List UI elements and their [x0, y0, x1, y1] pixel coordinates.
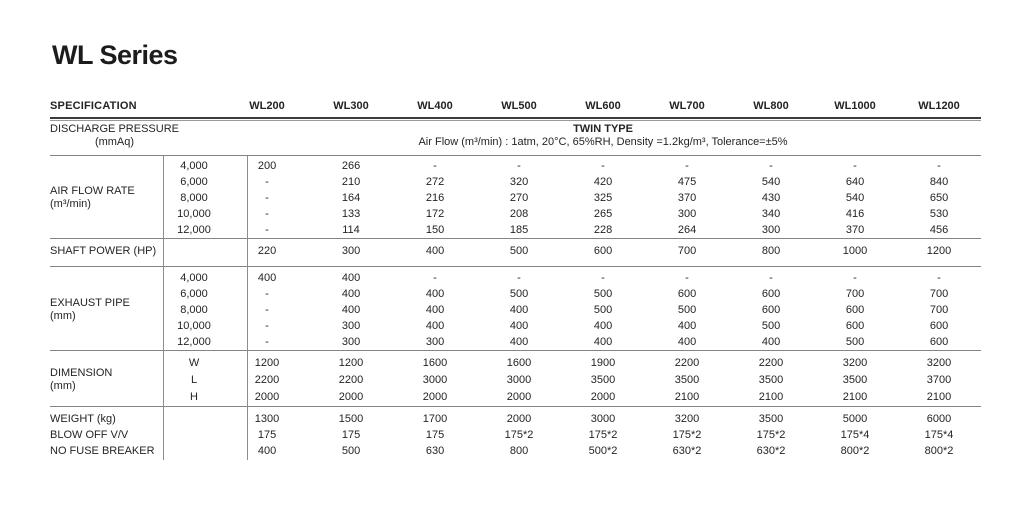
value-cell: 2000 [422, 390, 448, 403]
value-cell: 220 [257, 245, 277, 258]
pressure-note-body [50, 117, 981, 155]
value-cell: 500 [509, 245, 529, 258]
value-cell: 650 [929, 191, 949, 204]
value-cell: 200 [257, 160, 277, 173]
value-cell: 150 [425, 223, 445, 236]
value-cell: 300 [341, 319, 361, 332]
row-sub-label: 12,000 [177, 223, 211, 236]
row-sub-label: 8,000 [180, 303, 208, 316]
table-row [50, 222, 981, 238]
row-sub-label: 8,000 [180, 191, 208, 204]
value-cell: 400 [425, 245, 445, 258]
value-cell: 114 [342, 223, 360, 236]
value-cell: 630*2 [756, 445, 786, 458]
section-exhaust-pipe [50, 266, 981, 350]
value-cell: 600 [845, 319, 865, 332]
value-cell: 1200 [254, 356, 280, 369]
value-cell: 175 [257, 429, 277, 442]
table-row [50, 206, 981, 222]
value-cell: 2100 [842, 390, 868, 403]
value-cell: 630*2 [672, 445, 702, 458]
value-cell: 400 [677, 319, 697, 332]
value-cell: 530 [929, 207, 949, 220]
value-cell: 133 [341, 207, 361, 220]
value-cell: 266 [341, 160, 361, 173]
section-label-cell [50, 159, 163, 238]
table-row [50, 334, 981, 350]
value-cell: - [265, 191, 269, 204]
section-label: AIR FLOW RATE [50, 185, 135, 198]
row-sub-label: 12,000 [177, 335, 211, 348]
row-label: WEIGHT (kg) [50, 413, 116, 426]
value-cell: 1200 [338, 356, 364, 369]
value-cell: 3200 [842, 356, 868, 369]
value-cell: 400 [593, 319, 613, 332]
value-cell: 175*2 [756, 429, 786, 442]
value-cell: 325 [593, 191, 613, 204]
section-label-cell [50, 355, 163, 406]
row-sub-label: H [190, 390, 198, 403]
section-shaft-power [50, 238, 981, 266]
header-row [50, 96, 981, 117]
value-cell: 175*4 [840, 429, 870, 442]
value-cell: 2200 [674, 356, 700, 369]
value-cell: 3500 [758, 373, 784, 386]
value-cell: - [685, 272, 689, 285]
section-unit: (mm) [50, 380, 76, 393]
page-title: WL Series [52, 40, 178, 70]
row-sub-label: 10,000 [177, 207, 211, 220]
twin-type-label: TWIN TYPE [573, 123, 633, 135]
value-cell: 1600 [506, 356, 532, 369]
value-cell: 600 [677, 288, 697, 301]
value-cell: 185 [509, 223, 529, 236]
value-cell: 3500 [842, 373, 868, 386]
row-sub-label: 6,000 [180, 288, 208, 301]
table-row [50, 271, 981, 287]
value-cell: 320 [509, 176, 529, 189]
header-rule-thick [50, 117, 981, 119]
value-cell: 600 [761, 288, 781, 301]
row-sub-label: W [188, 356, 200, 369]
section-label: DIMENSION [50, 367, 113, 380]
value-cell: 500 [761, 319, 781, 332]
value-cell: 228 [593, 223, 613, 236]
value-cell: 400 [509, 335, 529, 348]
column-divider-right [247, 156, 248, 460]
value-cell: 430 [761, 191, 781, 204]
value-cell: 500 [341, 445, 361, 458]
value-cell: 2000 [254, 390, 280, 403]
model-header: WL1200 [918, 100, 960, 112]
value-cell: - [265, 176, 269, 189]
value-cell: 1700 [422, 413, 448, 426]
value-cell: 175*2 [588, 429, 618, 442]
value-cell: 1600 [422, 356, 448, 369]
value-cell: 2100 [926, 390, 952, 403]
value-cell: 340 [761, 207, 781, 220]
table-header [50, 96, 981, 117]
model-header: WL300 [333, 100, 369, 112]
row-sub-label [163, 238, 225, 266]
spec-header: SPECIFICATION [50, 100, 137, 112]
table-row [50, 287, 981, 303]
value-cell: 500 [593, 288, 613, 301]
value-cell: 2200 [338, 373, 364, 386]
value-cell: 2000 [506, 413, 532, 426]
row-label: NO FUSE BREAKER [50, 445, 155, 458]
value-cell: 208 [509, 207, 529, 220]
airflow-note-cell [225, 117, 981, 155]
value-cell: 270 [509, 191, 529, 204]
model-header: WL1000 [834, 100, 876, 112]
value-cell: 400 [257, 445, 277, 458]
value-cell: 500 [677, 303, 697, 316]
value-cell: 475 [677, 176, 697, 189]
value-cell: 300 [341, 245, 361, 258]
value-cell: - [769, 160, 773, 173]
section-rule-5 [50, 406, 981, 407]
row-sub-label [163, 412, 225, 428]
value-cell: 3000 [506, 373, 532, 386]
discharge-pressure-unit: (mmAq) [94, 136, 135, 148]
value-cell: - [265, 288, 269, 301]
section-label-cell [50, 238, 163, 266]
section-unit: (mm) [50, 310, 76, 323]
section-air-flow-rate [50, 155, 981, 238]
table-row [50, 372, 981, 389]
value-cell: 5000 [842, 413, 868, 426]
table-row [50, 428, 981, 444]
value-cell: 700 [929, 303, 949, 316]
row-sub-label: 6,000 [180, 176, 208, 189]
table-row [50, 389, 981, 406]
value-cell: 800 [761, 245, 781, 258]
value-cell: 1000 [842, 245, 868, 258]
value-cell: 1500 [338, 413, 364, 426]
header-rule-thin [50, 120, 981, 121]
value-cell: 2200 [758, 356, 784, 369]
value-cell: 3500 [758, 413, 784, 426]
value-cell: 1200 [926, 245, 952, 258]
value-cell: - [265, 223, 269, 236]
value-cell: 456 [929, 223, 949, 236]
value-cell: - [517, 272, 521, 285]
value-cell: 175 [341, 429, 361, 442]
value-cell: 1300 [254, 413, 280, 426]
value-cell: 3500 [674, 373, 700, 386]
value-cell: 400 [341, 288, 361, 301]
model-header: WL600 [585, 100, 621, 112]
value-cell: - [265, 319, 269, 332]
value-cell: 640 [845, 176, 865, 189]
value-cell: 500 [845, 335, 865, 348]
value-cell: - [265, 303, 269, 316]
row-sub-label [163, 444, 225, 460]
row-sub-label [163, 428, 225, 444]
value-cell: 800 [509, 445, 529, 458]
column-divider-left [163, 156, 164, 460]
row-sub-label: 4,000 [180, 272, 208, 285]
section-rule-2 [50, 238, 981, 239]
discharge-pressure-label: DISCHARGE PRESSURE [50, 123, 179, 135]
value-cell: 175*4 [924, 429, 954, 442]
value-cell: - [937, 160, 941, 173]
value-cell: 400 [761, 335, 781, 348]
value-cell: 3700 [926, 373, 952, 386]
value-cell: 3500 [590, 373, 616, 386]
model-header: WL200 [249, 100, 285, 112]
value-cell: 164 [341, 191, 361, 204]
value-cell: 175*2 [504, 429, 534, 442]
value-cell: 370 [845, 223, 865, 236]
table-row [50, 191, 981, 207]
model-header: WL800 [753, 100, 789, 112]
value-cell: - [853, 272, 857, 285]
value-cell: 400 [509, 303, 529, 316]
table-row [50, 412, 981, 428]
value-cell: - [769, 272, 773, 285]
section-rule-3 [50, 266, 981, 267]
value-cell: 3200 [674, 413, 700, 426]
value-cell: 500*2 [588, 445, 618, 458]
row-label: BLOW OFF V/V [50, 429, 129, 442]
value-cell: 3000 [422, 373, 448, 386]
value-cell: 2100 [674, 390, 700, 403]
pressure-row [50, 117, 981, 155]
value-cell: 420 [593, 176, 613, 189]
value-cell: - [601, 272, 605, 285]
value-cell: - [937, 272, 941, 285]
value-cell: 400 [341, 303, 361, 316]
value-cell: 2000 [506, 390, 532, 403]
model-header: WL700 [669, 100, 705, 112]
value-cell: 700 [677, 245, 697, 258]
value-cell: 175 [425, 429, 445, 442]
value-cell: 175*2 [672, 429, 702, 442]
value-cell: 400 [425, 303, 445, 316]
section-rule-1 [50, 155, 981, 156]
airflow-conditions: Air Flow (m³/min) : 1atm, 20°C, 65%RH, Density =1.2kg/m³, Tolerance=±5% [418, 136, 788, 148]
value-cell: 300 [425, 335, 445, 348]
value-cell: 600 [593, 245, 613, 258]
value-cell: 2100 [758, 390, 784, 403]
table-row [50, 355, 981, 372]
value-cell: 2000 [338, 390, 364, 403]
section-label-cell [50, 271, 163, 350]
value-cell: 500 [509, 288, 529, 301]
value-cell: 600 [929, 335, 949, 348]
value-cell: 300 [761, 223, 781, 236]
section-label: SHAFT POWER (HP) [50, 245, 157, 258]
value-cell: 172 [425, 207, 445, 220]
value-cell: 630 [425, 445, 445, 458]
value-cell: 2000 [590, 390, 616, 403]
value-cell: 400 [425, 288, 445, 301]
value-cell: - [601, 160, 605, 173]
value-cell: 700 [929, 288, 949, 301]
value-cell: 500 [593, 303, 613, 316]
table-row [50, 303, 981, 319]
value-cell: 540 [761, 176, 781, 189]
row-sub-label: 4,000 [180, 160, 208, 173]
row-sub-label: L [190, 373, 198, 386]
row-sub-label: 10,000 [177, 319, 211, 332]
value-cell: 540 [845, 191, 865, 204]
value-cell: 400 [341, 272, 361, 285]
section-rule-4 [50, 350, 981, 351]
value-cell: 400 [257, 272, 277, 285]
value-cell: 600 [929, 319, 949, 332]
value-cell: - [685, 160, 689, 173]
value-cell: 416 [845, 207, 865, 220]
value-cell: 300 [677, 207, 697, 220]
value-cell: 3200 [926, 356, 952, 369]
pressure-label-cell [50, 117, 225, 155]
pressure-label-block [50, 123, 179, 149]
value-cell: 300 [341, 335, 361, 348]
value-cell: 840 [929, 176, 949, 189]
model-header: WL500 [501, 100, 537, 112]
model-header: WL400 [417, 100, 453, 112]
table-row [50, 318, 981, 334]
value-cell: 6000 [926, 413, 952, 426]
value-cell: - [265, 207, 269, 220]
section-weight-accessories [50, 406, 981, 460]
value-cell: - [433, 160, 437, 173]
table-row [50, 159, 981, 175]
section-label: EXHAUST PIPE [50, 297, 130, 310]
value-cell: 400 [593, 335, 613, 348]
value-cell: 210 [341, 176, 361, 189]
value-cell: - [517, 160, 521, 173]
value-cell: 800*2 [840, 445, 870, 458]
value-cell: 400 [509, 319, 529, 332]
value-cell: 700 [845, 288, 865, 301]
table-row [50, 444, 981, 460]
value-cell: 264 [677, 223, 697, 236]
value-cell: - [853, 160, 857, 173]
value-cell: - [265, 335, 269, 348]
value-cell: 400 [677, 335, 697, 348]
value-cell: 800*2 [924, 445, 954, 458]
table-row [50, 175, 981, 191]
value-cell: 600 [845, 303, 865, 316]
value-cell: 272 [425, 176, 445, 189]
section-dimension [50, 350, 981, 406]
value-cell: 3000 [590, 413, 616, 426]
value-cell: 600 [761, 303, 781, 316]
section-unit: (m³/min) [50, 198, 91, 211]
value-cell: 216 [425, 191, 445, 204]
value-cell: 265 [593, 207, 613, 220]
table-row [50, 238, 981, 266]
value-cell: 2200 [254, 373, 280, 386]
value-cell: 1900 [590, 356, 616, 369]
value-cell: 400 [425, 319, 445, 332]
value-cell: - [433, 272, 437, 285]
value-cell: 370 [677, 191, 697, 204]
